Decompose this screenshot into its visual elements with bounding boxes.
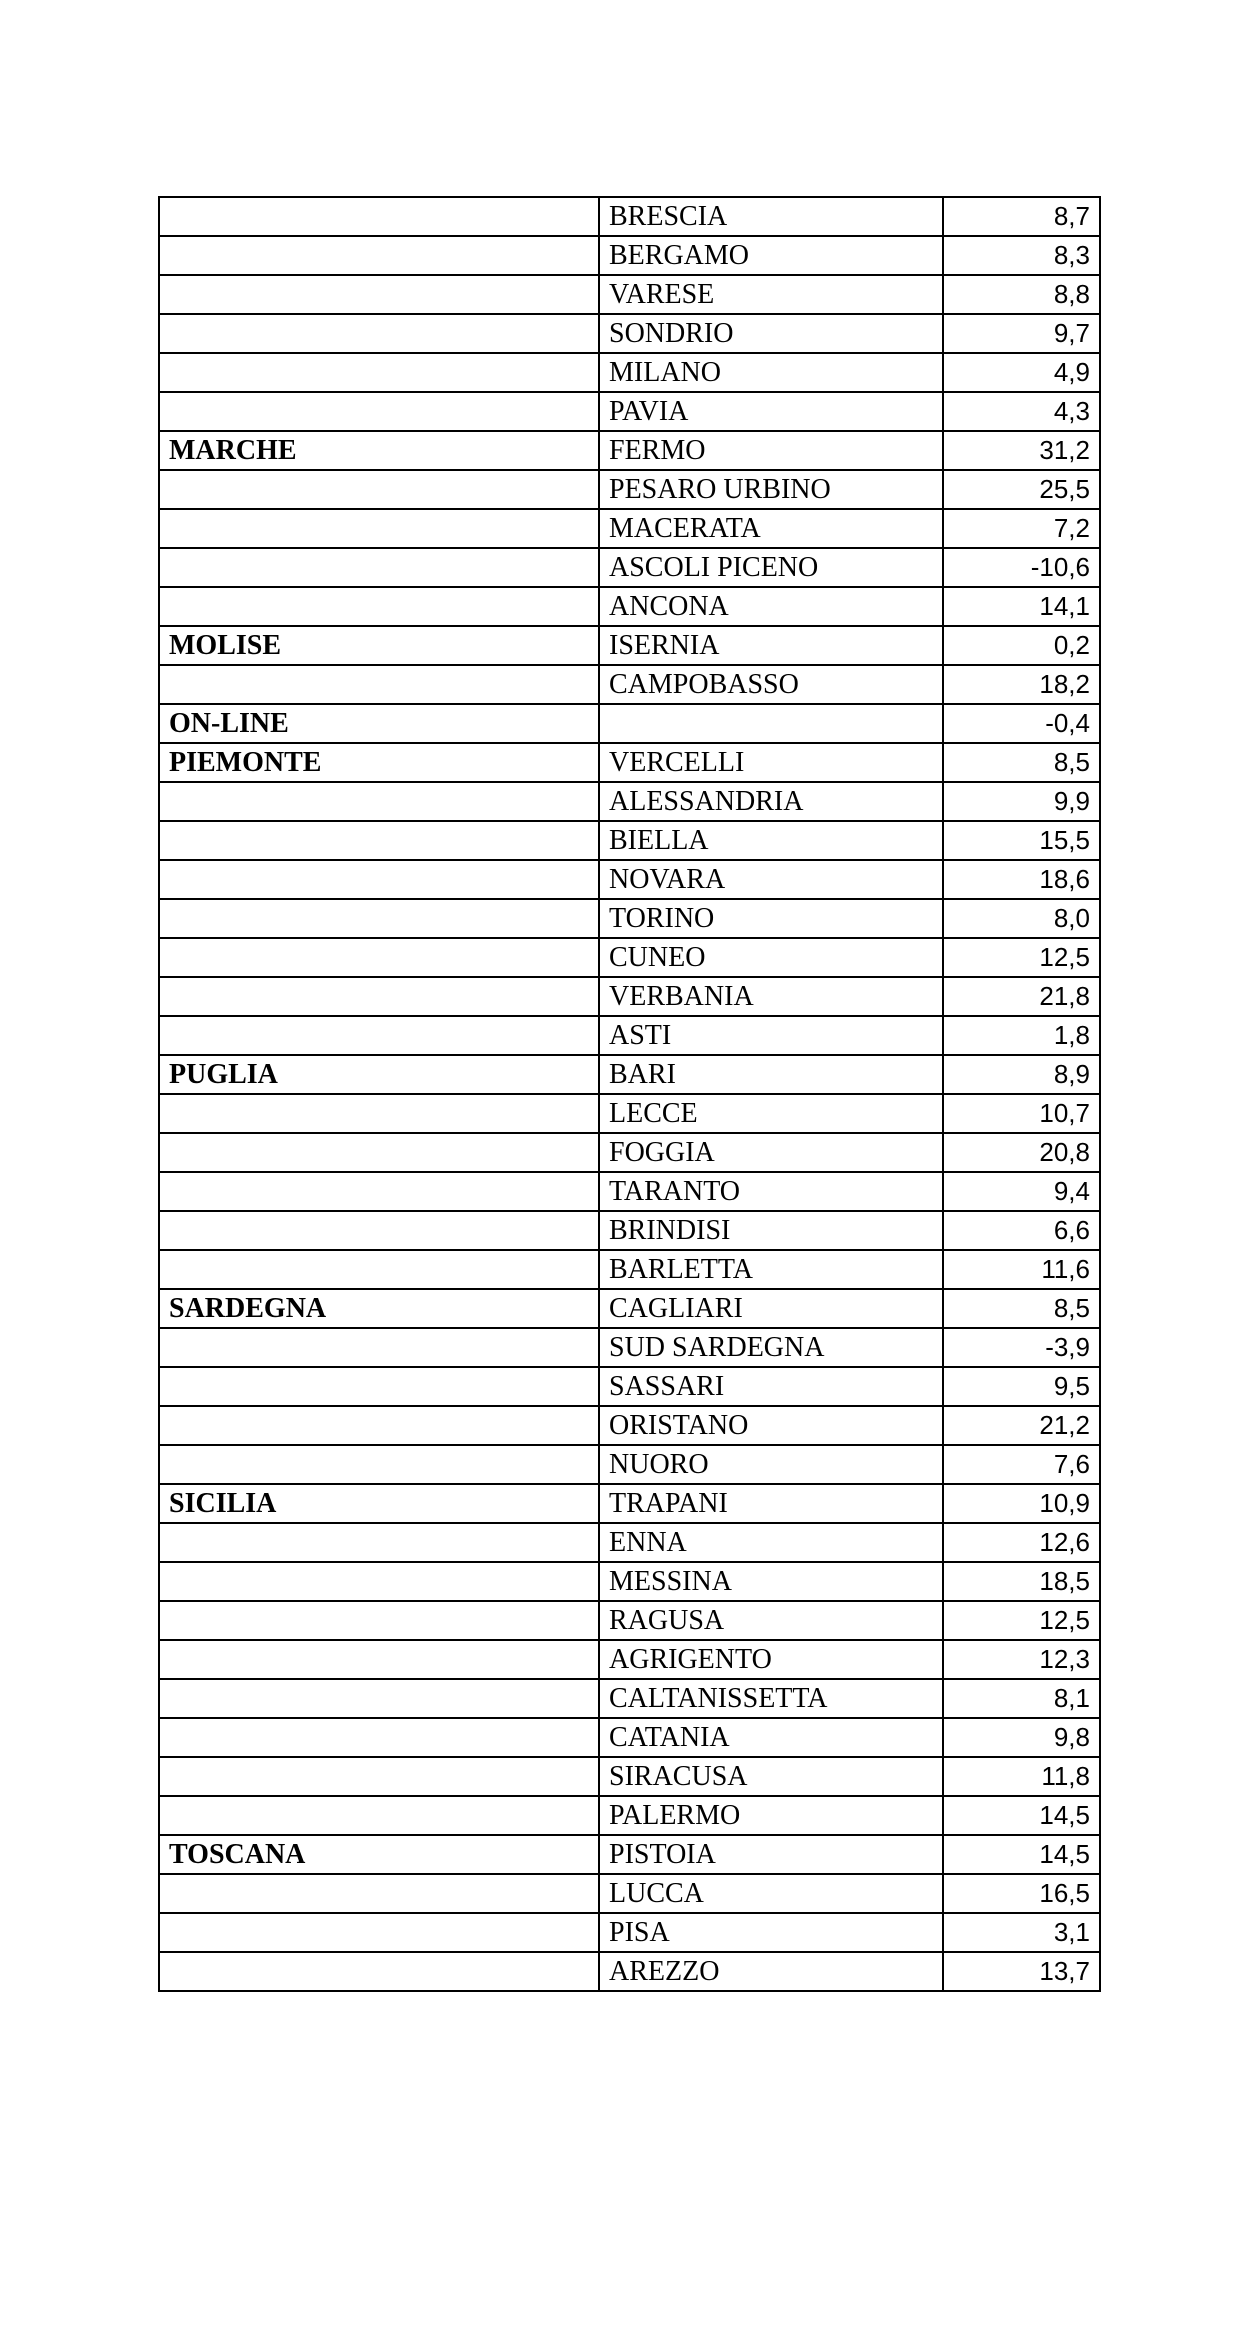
value-cell: 8,7	[943, 197, 1100, 236]
value-cell: 8,5	[943, 1289, 1100, 1328]
value-cell: 9,4	[943, 1172, 1100, 1211]
region-cell	[159, 1757, 599, 1796]
province-cell: TORINO	[599, 899, 943, 938]
table-row	[159, 431, 1100, 470]
province-cell: SASSARI	[599, 1367, 943, 1406]
value-cell: 31,2	[943, 431, 1100, 470]
table-row	[159, 1289, 1100, 1328]
value-cell: 8,5	[943, 743, 1100, 782]
province-cell: TARANTO	[599, 1172, 943, 1211]
province-cell: CAMPOBASSO	[599, 665, 943, 704]
region-cell	[159, 1328, 599, 1367]
region-cell	[159, 1250, 599, 1289]
region-cell	[159, 1562, 599, 1601]
province-cell: SIRACUSA	[599, 1757, 943, 1796]
table-row	[159, 392, 1100, 431]
table-row	[159, 548, 1100, 587]
value-cell: 21,8	[943, 977, 1100, 1016]
province-cell: FERMO	[599, 431, 943, 470]
value-cell: 12,5	[943, 938, 1100, 977]
province-cell: TRAPANI	[599, 1484, 943, 1523]
region-cell	[159, 899, 599, 938]
region-cell	[159, 314, 599, 353]
table-row	[159, 587, 1100, 626]
table-row	[159, 1874, 1100, 1913]
province-cell: MILANO	[599, 353, 943, 392]
region-cell	[159, 1718, 599, 1757]
province-cell: VERCELLI	[599, 743, 943, 782]
value-cell: 13,7	[943, 1952, 1100, 1991]
value-cell: 12,6	[943, 1523, 1100, 1562]
table-row	[159, 1250, 1100, 1289]
table-row	[159, 1913, 1100, 1952]
region-cell: MOLISE	[159, 626, 599, 665]
table-row	[159, 1445, 1100, 1484]
table-row	[159, 1523, 1100, 1562]
province-cell: CALTANISSETTA	[599, 1679, 943, 1718]
province-cell	[599, 704, 943, 743]
province-cell: NUORO	[599, 1445, 943, 1484]
value-cell: 14,5	[943, 1796, 1100, 1835]
province-cell: CUNEO	[599, 938, 943, 977]
province-cell: MACERATA	[599, 509, 943, 548]
table-row	[159, 899, 1100, 938]
region-cell	[159, 1679, 599, 1718]
province-cell: PISTOIA	[599, 1835, 943, 1874]
province-cell: PAVIA	[599, 392, 943, 431]
table-row	[159, 665, 1100, 704]
region-cell	[159, 275, 599, 314]
region-cell	[159, 1172, 599, 1211]
region-cell	[159, 977, 599, 1016]
region-cell	[159, 587, 599, 626]
province-cell: BERGAMO	[599, 236, 943, 275]
table-row	[159, 860, 1100, 899]
table-row	[159, 1367, 1100, 1406]
region-cell	[159, 821, 599, 860]
table-row	[159, 1796, 1100, 1835]
table-row	[159, 743, 1100, 782]
value-cell: 4,3	[943, 392, 1100, 431]
table-row	[159, 1757, 1100, 1796]
value-cell: 8,0	[943, 899, 1100, 938]
value-cell: 18,2	[943, 665, 1100, 704]
region-cell	[159, 197, 599, 236]
value-cell: 7,6	[943, 1445, 1100, 1484]
value-cell: 11,8	[943, 1757, 1100, 1796]
table-row	[159, 197, 1100, 236]
region-cell	[159, 1406, 599, 1445]
province-cell: VARESE	[599, 275, 943, 314]
region-cell: ON-LINE	[159, 704, 599, 743]
table-row	[159, 1601, 1100, 1640]
table-row	[159, 1211, 1100, 1250]
region-cell	[159, 1601, 599, 1640]
table-row	[159, 314, 1100, 353]
province-table	[158, 196, 1101, 1992]
province-cell: BARI	[599, 1055, 943, 1094]
region-cell	[159, 1640, 599, 1679]
table-row	[159, 1484, 1100, 1523]
region-cell	[159, 236, 599, 275]
province-cell: BARLETTA	[599, 1250, 943, 1289]
table-row	[159, 1562, 1100, 1601]
region-cell	[159, 1211, 599, 1250]
table-row	[159, 1835, 1100, 1874]
region-cell	[159, 1874, 599, 1913]
region-cell	[159, 353, 599, 392]
value-cell: 18,6	[943, 860, 1100, 899]
province-cell: AREZZO	[599, 1952, 943, 1991]
province-cell: MESSINA	[599, 1562, 943, 1601]
region-cell	[159, 1445, 599, 1484]
province-cell: SONDRIO	[599, 314, 943, 353]
value-cell: 7,2	[943, 509, 1100, 548]
region-cell	[159, 548, 599, 587]
region-cell	[159, 665, 599, 704]
province-cell: ASCOLI PICENO	[599, 548, 943, 587]
table-row	[159, 236, 1100, 275]
value-cell: 6,6	[943, 1211, 1100, 1250]
value-cell: -10,6	[943, 548, 1100, 587]
value-cell: 9,9	[943, 782, 1100, 821]
value-cell: 10,7	[943, 1094, 1100, 1133]
region-cell	[159, 1367, 599, 1406]
table-row	[159, 1172, 1100, 1211]
province-cell: SUD SARDEGNA	[599, 1328, 943, 1367]
value-cell: 4,9	[943, 353, 1100, 392]
value-cell: 3,1	[943, 1913, 1100, 1952]
table-row	[159, 1640, 1100, 1679]
province-cell: NOVARA	[599, 860, 943, 899]
province-cell: PISA	[599, 1913, 943, 1952]
table-row	[159, 704, 1100, 743]
region-cell	[159, 1016, 599, 1055]
value-cell: 20,8	[943, 1133, 1100, 1172]
province-cell: LUCCA	[599, 1874, 943, 1913]
value-cell: 25,5	[943, 470, 1100, 509]
province-cell: RAGUSA	[599, 1601, 943, 1640]
table-row	[159, 938, 1100, 977]
region-cell: SICILIA	[159, 1484, 599, 1523]
province-cell: PESARO URBINO	[599, 470, 943, 509]
value-cell: 12,5	[943, 1601, 1100, 1640]
value-cell: 0,2	[943, 626, 1100, 665]
value-cell: 21,2	[943, 1406, 1100, 1445]
province-cell: ENNA	[599, 1523, 943, 1562]
table-row	[159, 470, 1100, 509]
region-cell	[159, 470, 599, 509]
province-cell: BRINDISI	[599, 1211, 943, 1250]
value-cell: 8,8	[943, 275, 1100, 314]
table-row	[159, 1679, 1100, 1718]
table-row	[159, 1094, 1100, 1133]
region-cell	[159, 938, 599, 977]
province-cell: ASTI	[599, 1016, 943, 1055]
value-cell: 14,5	[943, 1835, 1100, 1874]
value-cell: 12,3	[943, 1640, 1100, 1679]
value-cell: 1,8	[943, 1016, 1100, 1055]
province-cell: ISERNIA	[599, 626, 943, 665]
value-cell: 9,8	[943, 1718, 1100, 1757]
value-cell: 9,5	[943, 1367, 1100, 1406]
region-cell: PUGLIA	[159, 1055, 599, 1094]
province-cell: PALERMO	[599, 1796, 943, 1835]
province-cell: CAGLIARI	[599, 1289, 943, 1328]
value-cell: 16,5	[943, 1874, 1100, 1913]
table-row	[159, 626, 1100, 665]
region-cell	[159, 782, 599, 821]
table-row	[159, 1055, 1100, 1094]
table-row	[159, 1016, 1100, 1055]
value-cell: 18,5	[943, 1562, 1100, 1601]
value-cell: 10,9	[943, 1484, 1100, 1523]
table-row	[159, 1952, 1100, 1991]
table-body	[159, 197, 1100, 1991]
value-cell: -3,9	[943, 1328, 1100, 1367]
region-cell	[159, 860, 599, 899]
table-row	[159, 353, 1100, 392]
region-cell	[159, 1952, 599, 1991]
province-cell: ALESSANDRIA	[599, 782, 943, 821]
table-row	[159, 1328, 1100, 1367]
province-cell: BIELLA	[599, 821, 943, 860]
table-row	[159, 1406, 1100, 1445]
province-cell: AGRIGENTO	[599, 1640, 943, 1679]
region-cell	[159, 1913, 599, 1952]
province-cell: VERBANIA	[599, 977, 943, 1016]
province-cell: FOGGIA	[599, 1133, 943, 1172]
value-cell: 11,6	[943, 1250, 1100, 1289]
region-cell	[159, 509, 599, 548]
region-cell	[159, 1094, 599, 1133]
region-cell	[159, 392, 599, 431]
table-row	[159, 782, 1100, 821]
table-row	[159, 1133, 1100, 1172]
table-row	[159, 977, 1100, 1016]
region-cell	[159, 1796, 599, 1835]
value-cell: -0,4	[943, 704, 1100, 743]
region-cell	[159, 1133, 599, 1172]
region-cell	[159, 1523, 599, 1562]
table-row	[159, 275, 1100, 314]
region-cell: PIEMONTE	[159, 743, 599, 782]
region-cell: MARCHE	[159, 431, 599, 470]
province-cell: ANCONA	[599, 587, 943, 626]
value-cell: 8,1	[943, 1679, 1100, 1718]
value-cell: 14,1	[943, 587, 1100, 626]
province-cell: ORISTANO	[599, 1406, 943, 1445]
region-cell: TOSCANA	[159, 1835, 599, 1874]
province-cell: LECCE	[599, 1094, 943, 1133]
value-cell: 8,3	[943, 236, 1100, 275]
table-row	[159, 1718, 1100, 1757]
value-cell: 9,7	[943, 314, 1100, 353]
value-cell: 15,5	[943, 821, 1100, 860]
table-row	[159, 509, 1100, 548]
province-cell: CATANIA	[599, 1718, 943, 1757]
table-row	[159, 821, 1100, 860]
region-cell: SARDEGNA	[159, 1289, 599, 1328]
value-cell: 8,9	[943, 1055, 1100, 1094]
province-cell: BRESCIA	[599, 197, 943, 236]
